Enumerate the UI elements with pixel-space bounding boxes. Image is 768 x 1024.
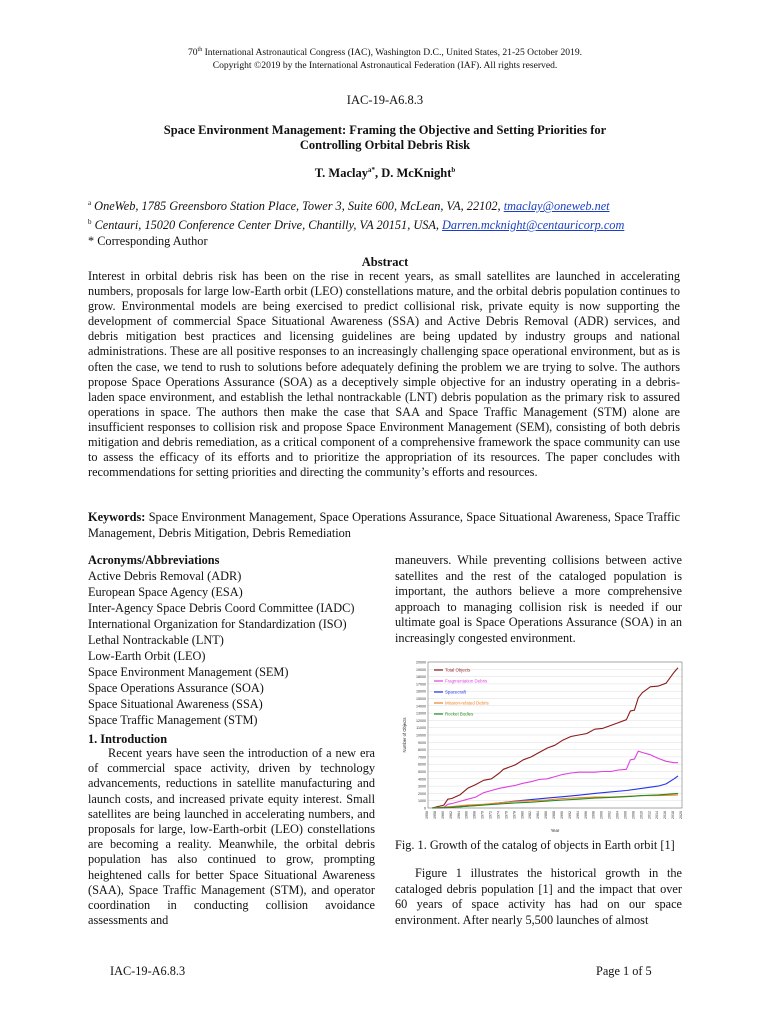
x-tick-label: 1994 [575, 811, 580, 819]
y-tick-label: 4000 [418, 777, 426, 782]
x-tick-label: 1980 [520, 811, 525, 819]
email-link-maclay[interactable]: tmaclay@oneweb.net [503, 199, 610, 214]
x-tick-label: 2006 [623, 811, 628, 819]
x-tick-label: 1968 [472, 811, 477, 819]
x-tick-label: 2002 [607, 811, 612, 819]
affiliations [88, 195, 708, 249]
acronyms-list [88, 568, 375, 728]
x-tick-label: 1960 [440, 811, 445, 819]
affiliation-a-marker: a [88, 199, 92, 207]
series-line-spacecraft [432, 776, 678, 808]
y-tick-label: 19000 [416, 667, 426, 672]
x-tick-label: 2010 [639, 811, 644, 819]
conference-ordinal: 70 [187, 47, 198, 59]
acronym-item: Lethal Nontrackable (LNT) [88, 633, 224, 647]
conference-header [60, 44, 710, 72]
series-line-total-objects [432, 668, 678, 808]
y-tick-label: 9000 [418, 740, 426, 745]
y-tick-label: 2000 [418, 791, 426, 796]
x-tick-label: 2000 [599, 811, 604, 819]
legend-label: Rocket Bodies [445, 711, 474, 717]
x-tick-label: 1966 [464, 811, 469, 819]
y-tick-label: 14000 [416, 704, 426, 709]
author-2: D. McKnight [381, 166, 452, 181]
copyright-line: Copyright ©2019 by the International Astronautical Federation (IAF). All rights reserved. [212, 60, 558, 72]
x-tick-label: 2008 [631, 811, 636, 819]
acronym-item: Low-Earth Orbit (LEO) [88, 649, 206, 663]
affiliation-b-marker: b [88, 218, 92, 227]
legend-label: Fragmentation Debris [445, 678, 488, 684]
x-tick-label: 2014 [655, 811, 660, 819]
corresponding-author-note: * Corresponding Author [88, 234, 208, 249]
acronym-item: International Organization for Standardization (ISO) [88, 617, 347, 631]
page-number: Page 1 of 5 [596, 964, 652, 978]
x-tick-label: 1956 [425, 811, 429, 819]
acronym-item: Inter-Agency Space Debris Coord Committee (IADC) [88, 601, 355, 615]
y-tick-label: 6000 [418, 762, 426, 767]
abstract-heading: Abstract [361, 255, 409, 269]
affiliation-a [88, 195, 708, 214]
acronym-item: Space Situational Awareness (SSA) [88, 697, 263, 711]
x-tick-label: 1984 [536, 811, 541, 819]
abstract-body: Interest in orbital debris risk has been on the rise in recent years, as small satellites are launched in accelerating numbers, proposals for large low-Earth orbit (LEO) constellations mature, and the orbital debris population continues to grow. Environmental models are being exercised to predict collisional risk, private equity is now supporting the development of commercial Space Situational Awareness (SSA) and Active Debris Removal (ADR) services, and debris mitigation best practices and licensing guidelines are being updated by industry groups and national administrations. These are all positive responses to an increasingly challenging space operational environment, but as is often the case, we tend to rush to solutions before adequately defining the problem we are trying to solve. The authors propose Space Operations Assurance (SOA) as a deceptively simple objective for an industry operating in a debris-laden space environment, and establish the lethal nontrackable (LNT) debris population as the primary risk to assured operations in space. The authors then make the case that SAA and Space Traffic Management (STM) alone are insufficient responses to collision risk and propose Space Environment Management (SEM), consisting of both debris mitigation and debris remediation, as a critical component of a comprehensive framework the space community can use to assess the efficacy of its efforts and to prioritize the appropriation of its resources. The paper concludes with recommendations for setting priorities and directing the community’s efforts and resources. [88, 269, 680, 480]
y-tick-label: 16000 [416, 689, 426, 694]
email-link-mcknight[interactable]: Darren.mcknight@centauricorp.com [442, 218, 625, 233]
title-line-1: Space Environment Management: Framing the Objective and Setting Priorities for [163, 123, 607, 137]
conference-ordinal-suffix: th [197, 47, 203, 53]
author-1: T. Maclay [314, 166, 368, 181]
x-tick-label: 1958 [432, 811, 437, 819]
authors [60, 166, 710, 181]
conference-name: International Astronautical Congress (IAC), Washington D.C., United States, 21-25 October 2019. [202, 47, 583, 59]
acronym-item: Space Traffic Management (STM) [88, 713, 258, 727]
y-tick-label: 10000 [416, 733, 426, 738]
x-tick-label: 1976 [504, 811, 509, 819]
y-tick-label: 17000 [416, 682, 426, 687]
x-tick-label: 2020 [679, 811, 683, 819]
figure-caption: Fig. 1. Growth of the catalog of objects in Earth orbit [1] [395, 838, 675, 852]
x-tick-label: 1978 [512, 811, 517, 819]
paper-id: IAC-19-A6.8.3 [346, 93, 424, 107]
y-tick-label: 15000 [416, 697, 426, 701]
x-tick-label: 1990 [559, 811, 564, 819]
column2-paragraph-top: maneuvers. While preventing collisions between active satellites and the rest of the cataloged population is important, the authors believe a more comprehensive approach to managing collision risk is needed if our ultimate goal is Space Operations Assurance (SOA) in an increasingly congested environment. [395, 553, 682, 645]
x-tick-label: 1986 [544, 811, 549, 819]
footer-paper-id: IAC-19-A6.8.3 [110, 964, 186, 978]
x-tick-label: 1972 [488, 811, 493, 819]
x-tick-label: 1974 [496, 811, 501, 819]
y-tick-label: 1000 [418, 799, 426, 804]
legend-label: Mission-related Debris [445, 700, 489, 706]
x-tick-label: 1992 [567, 811, 572, 819]
x-tick-label: 2018 [671, 811, 676, 819]
acronym-item: European Space Agency (ESA) [88, 585, 243, 599]
column2-paragraph-bottom: Figure 1 illustrates the historical growth in the cataloged debris population [1] and the impact that over 60 years of space activity has had on our space environment. After nearly 5,500 launches of almost [395, 866, 682, 927]
x-tick-label: 1964 [456, 811, 461, 819]
y-tick-label: 7000 [418, 755, 426, 760]
x-tick-label: 1996 [583, 811, 588, 819]
introduction-paragraph: Recent years have seen the introduction of a new era of commercial space activity, driven by technology advancements, reductions in satellite manufacturing and launch costs, and increased private equity interest. Small satellites are being launched in accelerating numbers, and proposals for large, low-Earth-orbit (LEO) constellations are becoming a reality. Meanwhile, the orbital debris population has also continued to grow, prompting heightened calls for better Space Situational Awareness (SAA), Space Traffic Management (STM), and operator coordination in conducting collision avoidance assessments and [88, 746, 375, 928]
x-tick-label: 1962 [448, 811, 453, 819]
y-tick-label: 8000 [418, 748, 426, 753]
x-tick-label: 2012 [647, 811, 652, 819]
keywords-list: Space Environment Management, Space Operations Assurance, Space Situational Awareness, Space Traffic Management, Debris Mitigation, Debris Remediation [88, 510, 680, 540]
acronym-item: Active Debris Removal (ADR) [88, 569, 242, 583]
author-separator: , [374, 166, 382, 181]
acronym-item: Space Operations Assurance (SOA) [88, 681, 264, 695]
legend-label: Total Objects [445, 667, 471, 673]
y-tick-label: 3000 [418, 784, 426, 789]
author-2-marker: b [451, 166, 456, 174]
affiliation-a-address: OneWeb, 1785 Greensboro Station Place, Tower 3, Suite 600, McLean, VA, 22102, [91, 199, 504, 214]
y-tick-label: 20000 [416, 660, 426, 665]
y-tick-label: 0 [424, 806, 426, 811]
catalog-growth-chart [398, 658, 688, 836]
x-tick-label: 2016 [663, 811, 668, 819]
x-tick-label: 1982 [528, 811, 533, 819]
paper-title [100, 123, 670, 153]
x-tick-label: 1998 [591, 811, 596, 819]
keywords [88, 510, 680, 541]
y-tick-label: 5000 [418, 770, 426, 774]
x-tick-label: 1988 [552, 811, 556, 819]
y-tick-label: 18000 [416, 675, 426, 680]
affiliation-b [88, 214, 708, 233]
y-tick-label: 11000 [416, 726, 426, 731]
section-heading-introduction: 1. Introduction [88, 732, 168, 746]
y-axis-label: Number of Objects [402, 717, 407, 753]
x-axis-label: Year [550, 828, 560, 833]
y-tick-label: 13000 [416, 711, 426, 716]
x-tick-label: 1970 [480, 811, 485, 819]
acronym-item: Space Environment Management (SEM) [88, 665, 289, 679]
conference-line [60, 44, 710, 59]
title-line-2: Controlling Orbital Debris Risk [299, 138, 471, 152]
acronyms-heading: Acronyms/Abbreviations [88, 553, 220, 567]
y-tick-label: 12000 [416, 718, 426, 723]
keywords-label: Keywords: [88, 510, 146, 524]
affiliation-b-address: Centauri, 15020 Conference Center Drive, Chantilly, VA 20151, USA, [91, 218, 443, 233]
x-tick-label: 2004 [615, 811, 620, 819]
legend-label: Spacecraft [445, 689, 466, 695]
author-1-marker: a* [367, 166, 375, 174]
